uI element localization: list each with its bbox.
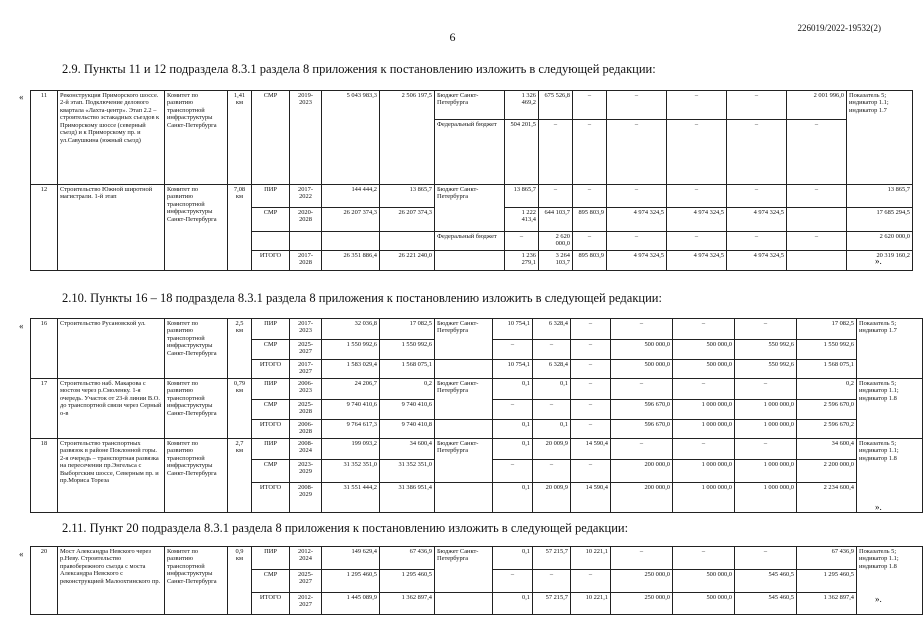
cell: –	[667, 185, 727, 208]
cell: 1 000 000,0	[735, 483, 797, 513]
cell: 3 264 103,7	[539, 251, 573, 271]
total-financing: 31 352 351,0	[380, 460, 435, 483]
total-financing: 34 600,4	[380, 439, 435, 460]
indicator: Показатель 5; индикатор 1.1; индикатор 1.8	[857, 547, 923, 615]
sum-cell: 2 596 670,0	[797, 400, 857, 420]
years: 2008-2029	[290, 483, 322, 513]
sum-cell: 1 568 075,1	[797, 360, 857, 379]
object-name: Реконструкция Приморского шоссе. 2-й этап. Подключение делового квартала «Лахта-центр». Этап 2.2 – строительство эстакадных съездов к Приморскому шоссе (северный съезд) и к Приморскому пр. и ул.Савушкина (южный съезд)	[58, 91, 165, 185]
cell: 500 000,0	[611, 360, 673, 379]
stage: СМР	[252, 460, 290, 483]
cell: –	[573, 120, 607, 185]
cell: 6 328,4	[533, 360, 571, 379]
estimated-cost: 199 093,2	[322, 439, 380, 460]
years: 2017-2023	[290, 319, 322, 340]
cell: 10 754,1	[493, 360, 533, 379]
cell: 500 000,0	[673, 593, 735, 615]
years: 2006-2028	[290, 420, 322, 439]
length: 2,5 км	[228, 319, 252, 379]
cell: –	[607, 120, 667, 185]
cell: 6 328,4	[533, 319, 571, 340]
cell: –	[667, 91, 727, 120]
cell: 0,1	[533, 379, 571, 400]
cell: 0,1	[533, 420, 571, 439]
cell: 14 590,4	[571, 439, 611, 460]
cell: –	[493, 400, 533, 420]
table-section-2-9	[30, 90, 913, 271]
sum-cell: 0,2	[797, 379, 857, 400]
open-quote: «	[19, 92, 24, 102]
source-blank	[435, 593, 493, 615]
cell: 500 000,0	[673, 570, 735, 593]
cell: –	[787, 232, 847, 251]
sum-cell: 20 319 160,2	[847, 251, 913, 271]
cell: 0,1	[493, 593, 533, 615]
indicator: Показатель 5; индикатор 1.1; индикатор 1.7	[847, 91, 913, 185]
cell: 10 221,1	[571, 593, 611, 615]
cell: 0,1	[493, 547, 533, 570]
stage: СМР	[252, 570, 290, 593]
sum-cell: 17 685 294,5	[847, 208, 913, 232]
cell: –	[539, 120, 573, 185]
years: 2017-2028	[290, 251, 322, 271]
row-number: 18	[31, 439, 58, 513]
indicator: Показатель 5; индикатор 1.1; индикатор 1.8	[857, 439, 923, 513]
cell: 1 000 000,0	[735, 420, 797, 439]
cell: 596 670,0	[611, 420, 673, 439]
cell: –	[727, 91, 787, 120]
cell: –	[571, 360, 611, 379]
cell: 596 670,0	[611, 400, 673, 420]
cell: –	[533, 570, 571, 593]
total-financing: 1 550 992,6	[380, 340, 435, 360]
sum-cell: 67 436,9	[797, 547, 857, 570]
section-heading-2-10: 2.10. Пункты 16 – 18 подраздела 8.3.1 раздела 8 приложения к постановлению изложить в следующей редакции:	[62, 291, 662, 305]
cell: 1 000 000,0	[735, 400, 797, 420]
sum-cell: 2 620 000,0	[847, 232, 913, 251]
source-budget-spb: Бюджет Санкт-Петербурга	[435, 91, 505, 120]
length: 7,08 км	[228, 185, 252, 271]
cell: 2 620 000,0	[539, 232, 573, 251]
document-id: 226019/2022-19532(2)	[797, 23, 881, 33]
years: 2023-2029	[290, 460, 322, 483]
stage: ПИР	[252, 185, 290, 208]
total-financing: 31 386 951,4	[380, 483, 435, 513]
object-name: Строительство Русановской ул.	[58, 319, 165, 379]
sum-cell: 1 295 460,5	[797, 570, 857, 593]
estimated-cost: 31 551 444,2	[322, 483, 380, 513]
years: 2012-2024	[290, 547, 322, 570]
close-quote: ».	[875, 502, 882, 512]
cell: –	[735, 319, 797, 340]
cell: –	[611, 547, 673, 570]
source-budget-spb: Бюджет Санкт-Петербурга	[435, 379, 493, 420]
cell: –	[571, 319, 611, 340]
cell: –	[533, 400, 571, 420]
estimated-cost: 9 740 410,6	[322, 400, 380, 420]
total-financing: 0,2	[380, 379, 435, 400]
source-budget-spb: Бюджет Санкт-Петербурга	[435, 439, 493, 483]
years: 2008-2024	[290, 439, 322, 460]
sum-cell: 2 200 000,0	[797, 460, 857, 483]
cell: 1 236 279,1	[505, 251, 539, 271]
cell: 504 201,5	[505, 120, 539, 185]
cell: –	[573, 91, 607, 120]
estimated-cost: 5 043 983,3	[322, 91, 380, 185]
estimated-cost: 26 207 374,3	[322, 208, 380, 232]
cell: –	[533, 460, 571, 483]
cell: 0,1	[493, 439, 533, 460]
estimated-cost: 149 629,4	[322, 547, 380, 570]
close-quote: ».	[875, 594, 882, 604]
source-budget-fed: Федеральный бюджет	[435, 232, 505, 251]
total-blank	[380, 232, 435, 251]
executor: Комитет по развитию транспортной инфраструктуры Санкт-Петербурга	[165, 185, 228, 271]
cell: 57 215,7	[533, 547, 571, 570]
row-number: 11	[31, 91, 58, 185]
source-blank	[435, 483, 493, 513]
source-budget-spb: Бюджет Санкт-Петербурга	[435, 185, 505, 208]
length: 2,7 км	[228, 439, 252, 513]
cell: –	[493, 340, 533, 360]
cell: 895 803,9	[573, 208, 607, 232]
stage: ИТОГО	[252, 360, 290, 379]
cell: –	[611, 319, 673, 340]
indicator: Показатель 5; индикатор 1.1; индикатор 1.8	[857, 379, 923, 439]
cell: 1 000 000,0	[673, 460, 735, 483]
row-number: 16	[31, 319, 58, 379]
years: 2006-2023	[290, 379, 322, 400]
cell: 1 000 000,0	[673, 420, 735, 439]
stage: СМР	[252, 340, 290, 360]
stage: ИТОГО	[252, 420, 290, 439]
estimated-cost: 9 764 617,3	[322, 420, 380, 439]
executor: Комитет по развитию транспортной инфраструктуры Санкт-Петербурга	[165, 547, 228, 615]
cell: –	[571, 570, 611, 593]
estimated-cost: 26 351 886,4	[322, 251, 380, 271]
cell: –	[611, 379, 673, 400]
cell: –	[787, 120, 847, 185]
estimated-cost: 1 550 992,6	[322, 340, 380, 360]
source-budget-fed: Федеральный бюджет	[435, 120, 505, 185]
open-quote: «	[19, 549, 24, 559]
cell: –	[667, 120, 727, 185]
executor: Комитет по развитию транспортной инфраструктуры Санкт-Петербурга	[165, 319, 228, 379]
length: 0,9 км	[228, 547, 252, 615]
cell: –	[607, 185, 667, 208]
cell: –	[493, 570, 533, 593]
cell: 0,1	[493, 483, 533, 513]
cell: –	[735, 379, 797, 400]
length: 0,79 км	[228, 379, 252, 439]
executor: Комитет по развитию транспортной инфраструктуры Санкт-Петербурга	[165, 379, 228, 439]
executor: Комитет по развитию транспортной инфраструктуры Санкт-Петербурга	[165, 91, 228, 185]
cost-blank	[322, 232, 380, 251]
cell: –	[505, 232, 539, 251]
cell: 14 590,4	[571, 483, 611, 513]
cell: 545 460,5	[735, 570, 797, 593]
estimated-cost: 31 352 351,0	[322, 460, 380, 483]
object-name: Строительство наб. Макарова с мостом через р.Смоленку. 1-я очередь. Участок от 23-й линии В.О. до транспортной связи через Серный о-в	[58, 379, 165, 439]
section-heading-2-9: 2.9. Пункты 11 и 12 подраздела 8.3.1 раздела 8 приложения к постановлению изложить в следующей редакции:	[62, 62, 656, 76]
cell: 200 000,0	[611, 460, 673, 483]
cell: 1 000 000,0	[673, 400, 735, 420]
cell: 500 000,0	[673, 340, 735, 360]
cell: –	[571, 420, 611, 439]
cell: 0,1	[493, 420, 533, 439]
cell: 57 215,7	[533, 593, 571, 615]
total-financing: 13 865,7	[380, 185, 435, 208]
years: 2017-2022	[290, 185, 322, 208]
total-financing: 26 221 240,0	[380, 251, 435, 271]
stage: ИТОГО	[252, 483, 290, 513]
cell: 250 000,0	[611, 570, 673, 593]
total-financing: 26 207 374,3	[380, 208, 435, 232]
row-number: 20	[31, 547, 58, 615]
cell: 200 000,0	[611, 483, 673, 513]
cell: 10 221,1	[571, 547, 611, 570]
close-quote: ».	[875, 256, 882, 266]
total-financing: 1 362 897,4	[380, 593, 435, 615]
cell	[787, 251, 847, 271]
estimated-cost: 24 206,7	[322, 379, 380, 400]
cell: –	[493, 460, 533, 483]
cell: –	[539, 185, 573, 208]
open-quote: «	[19, 321, 24, 331]
section-heading-2-11: 2.11. Пункт 20 подраздела 8.3.1 раздела 8 приложения к постановлению изложить в следующей редакции:	[62, 521, 629, 535]
cell: 4 974 324,5	[727, 251, 787, 271]
years: 2025-2027	[290, 340, 322, 360]
sum-cell: 13 865,7	[847, 185, 913, 208]
cell: 550 992,6	[735, 340, 797, 360]
sum-cell: 34 600,4	[797, 439, 857, 460]
years-blank	[290, 232, 322, 251]
cell: 1 000 000,0	[673, 483, 735, 513]
cell: 1 326 469,2	[505, 91, 539, 120]
page-number: 6	[449, 30, 456, 44]
row-number: 12	[31, 185, 58, 271]
executor: Комитет по развитию транспортной инфраструктуры Санкт-Петербурга	[165, 439, 228, 513]
years: 2020-2028	[290, 208, 322, 232]
stage: ПИР	[252, 379, 290, 400]
stage: СМР	[252, 400, 290, 420]
stage: ПИР	[252, 547, 290, 570]
cell: –	[533, 340, 571, 360]
table-section-2-11	[30, 546, 923, 615]
cell: –	[727, 185, 787, 208]
cell: 4 974 324,5	[667, 251, 727, 271]
cell: –	[673, 379, 735, 400]
cell: 20 009,9	[533, 439, 571, 460]
cell: 675 526,8	[539, 91, 573, 120]
estimated-cost: 1 583 029,4	[322, 360, 380, 379]
cell: 545 460,5	[735, 593, 797, 615]
source-blank	[435, 208, 505, 232]
stage: СМР	[252, 91, 290, 185]
cell: 500 000,0	[673, 360, 735, 379]
estimated-cost: 1 445 089,9	[322, 593, 380, 615]
cell: –	[735, 439, 797, 460]
object-name: Строительство Южной широтной магистрали. 1-й этап	[58, 185, 165, 271]
years: 2019-2023	[290, 91, 322, 185]
total-financing: 67 436,9	[380, 547, 435, 570]
object-name: Строительство транспортных развязок в районе Поклонной горы. 2-я очередь – транспортная развязка на пересечении пр.Энгельса с Выборгским шоссе, Северным пр. и пр.Мориса Тореза	[58, 439, 165, 513]
source-blank	[435, 360, 493, 379]
cell: –	[573, 185, 607, 208]
stage: ПИР	[252, 439, 290, 460]
row-number: 17	[31, 379, 58, 439]
cell: 895 803,9	[573, 251, 607, 271]
total-financing: 1 568 075,1	[380, 360, 435, 379]
source-budget-spb: Бюджет Санкт-Петербурга	[435, 547, 493, 593]
cell: 500 000,0	[611, 340, 673, 360]
cell: 4 974 324,5	[727, 208, 787, 232]
cell: –	[787, 185, 847, 208]
years: 2012-2027	[290, 593, 322, 615]
cell: 4 974 324,5	[607, 251, 667, 271]
length: 1,41 км	[228, 91, 252, 185]
cell: –	[667, 232, 727, 251]
cell: –	[571, 460, 611, 483]
table-section-2-10	[30, 318, 923, 513]
stage: СМР	[252, 208, 290, 232]
sum-cell: 17 082,5	[797, 319, 857, 340]
cell: 13 865,7	[505, 185, 539, 208]
cell: –	[571, 400, 611, 420]
cell: –	[611, 439, 673, 460]
cell: –	[735, 547, 797, 570]
cell: 1 000 000,0	[735, 460, 797, 483]
cell: 10 754,1	[493, 319, 533, 340]
estimated-cost: 1 295 460,5	[322, 570, 380, 593]
cell: –	[607, 91, 667, 120]
cell: –	[727, 232, 787, 251]
cell: –	[673, 439, 735, 460]
cell: 4 974 324,5	[607, 208, 667, 232]
source-budget-spb: Бюджет Санкт-Петербурга	[435, 319, 493, 360]
source-blank	[435, 251, 505, 271]
sum-cell: 2 001 996,0	[787, 91, 847, 120]
cell: 250 000,0	[611, 593, 673, 615]
stage: ПИР	[252, 319, 290, 340]
estimated-cost: 32 036,8	[322, 319, 380, 340]
cell: –	[607, 232, 667, 251]
object-name: Мост Александра Невского через р.Неву. Строительство правобережного съезда с моста Александра Невского с реконструкцией Малоохтинского пр.	[58, 547, 165, 615]
cell: 550 992,6	[735, 360, 797, 379]
cell: 644 103,7	[539, 208, 573, 232]
cell: –	[727, 120, 787, 185]
source-blank	[435, 420, 493, 439]
estimated-cost: 144 444,2	[322, 185, 380, 208]
stage: ИТОГО	[252, 251, 290, 271]
cell	[787, 208, 847, 232]
sum-cell: 1 362 897,4	[797, 593, 857, 615]
sum-cell: 1 550 992,6	[797, 340, 857, 360]
sum-cell: 2 234 600,4	[797, 483, 857, 513]
stage: ИТОГО	[252, 593, 290, 615]
years: 2025-2027	[290, 570, 322, 593]
cell: 1 222 413,4	[505, 208, 539, 232]
total-financing: 1 295 460,5	[380, 570, 435, 593]
stage-blank	[252, 232, 290, 251]
total-financing: 17 082,5	[380, 319, 435, 340]
cell: –	[673, 319, 735, 340]
cell: 0,1	[493, 379, 533, 400]
cell: 20 009,9	[533, 483, 571, 513]
total-financing: 2 506 197,5	[380, 91, 435, 185]
years: 2025-2028	[290, 400, 322, 420]
indicator: Показатель 5; индикатор 1.7	[857, 319, 923, 379]
total-financing: 9 740 410,6	[380, 400, 435, 420]
cell: –	[673, 547, 735, 570]
cell: –	[571, 340, 611, 360]
total-financing: 9 740 410,8	[380, 420, 435, 439]
sum-cell: 2 596 670,2	[797, 420, 857, 439]
cell: –	[571, 379, 611, 400]
cell: 4 974 324,5	[667, 208, 727, 232]
years: 2017-2027	[290, 360, 322, 379]
cell: –	[573, 232, 607, 251]
